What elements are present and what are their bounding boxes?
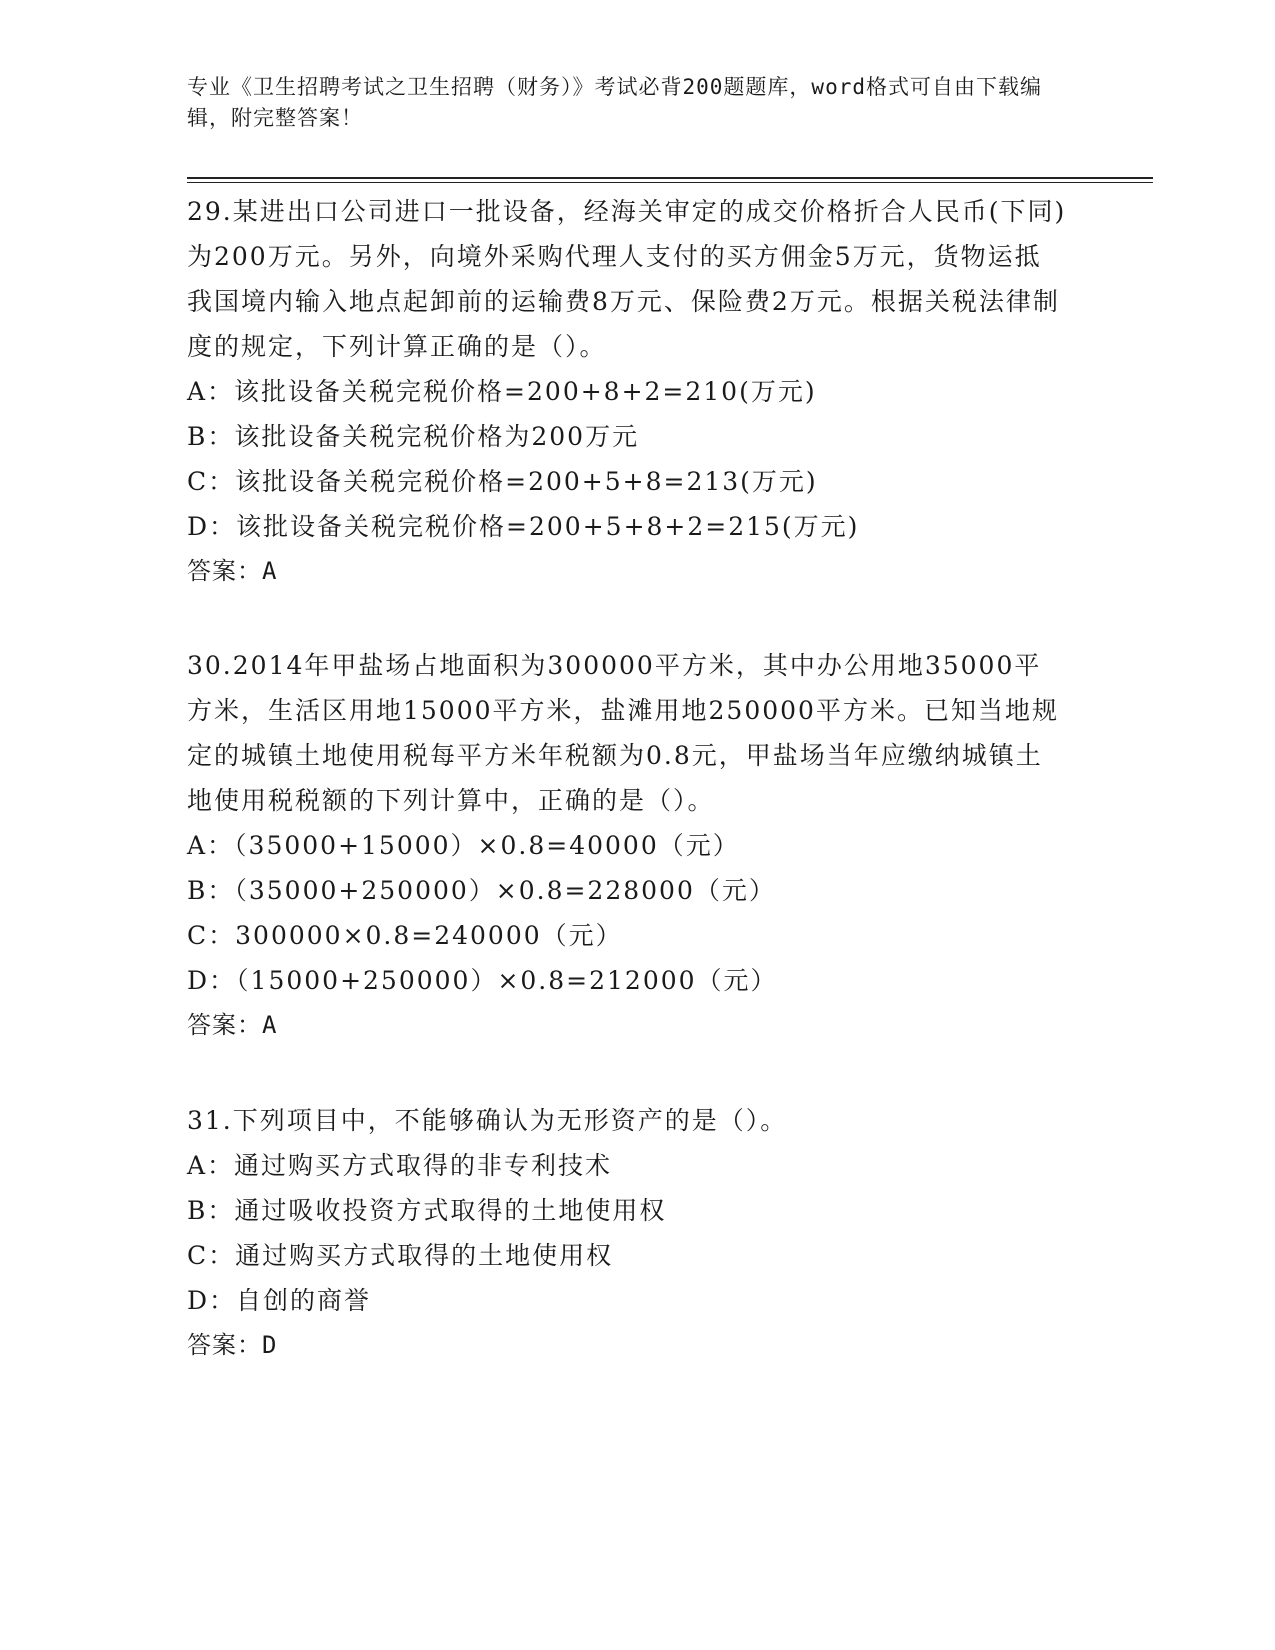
option-d: D：自创的商誉 [187, 1286, 372, 1315]
option-a: A：通过购买方式取得的非专利技术 [187, 1151, 613, 1180]
question-29 [187, 189, 1067, 594]
question-stem: 30.2014年甲盐场占地面积为300000平方米，其中办公用地35000平方米，生活区用地15000平方米，盐滩用地250000平方米。已知当地规定的城镇土地使用税每平方米年税额为0.8元，甲盐场当年应缴纳城镇土地使用税税额的下列计算中，正确的是（）。 [187, 651, 1059, 815]
option-b: B：（35000+250000）×0.8=228000（元） [187, 876, 776, 905]
answer-line: 答案：A [187, 557, 278, 585]
question-30 [187, 643, 1067, 1048]
option-c: C：300000×0.8=240000（元） [187, 921, 623, 950]
answer-line: 答案：A [187, 1011, 278, 1039]
option-c: C：该批设备关税完税价格=200+5+8=213(万元) [187, 467, 818, 496]
option-b: B：该批设备关税完税价格为200万元 [187, 422, 640, 451]
option-a: A：该批设备关税完税价格=200+8+2=210(万元) [187, 377, 817, 406]
document-header: 专业《卫生招聘考试之卫生招聘（财务）》考试必背200题题库，word格式可自由下载编辑，附完整答案！ [187, 75, 1042, 130]
option-b: B：通过吸收投资方式取得的土地使用权 [187, 1196, 667, 1225]
header-divider-thick [187, 177, 1153, 179]
question-31 [187, 1098, 1067, 1368]
question-stem: 29.某进出口公司进口一批设备，经海关审定的成交价格折合人民币(下同)为200万元。另外，向境外采购代理人支付的买方佣金5万元，货物运抵我国境内输入地点起卸前的运输费8万元、保险费2万元。根据关税法律制度的规定，下列计算正确的是（）。 [187, 197, 1067, 361]
question-stem: 31.下列项目中，不能够确认为无形资产的是（）。 [187, 1106, 788, 1135]
option-c: C：通过购买方式取得的土地使用权 [187, 1241, 614, 1270]
header-divider-thin [187, 182, 1153, 183]
answer-line: 答案：D [187, 1331, 278, 1359]
option-d: D：该批设备关税完税价格=200+5+8+2=215(万元) [187, 512, 860, 541]
option-a: A：（35000+15000）×0.8=40000（元） [187, 831, 740, 860]
option-d: D：（15000+250000）×0.8=212000（元） [187, 966, 778, 995]
